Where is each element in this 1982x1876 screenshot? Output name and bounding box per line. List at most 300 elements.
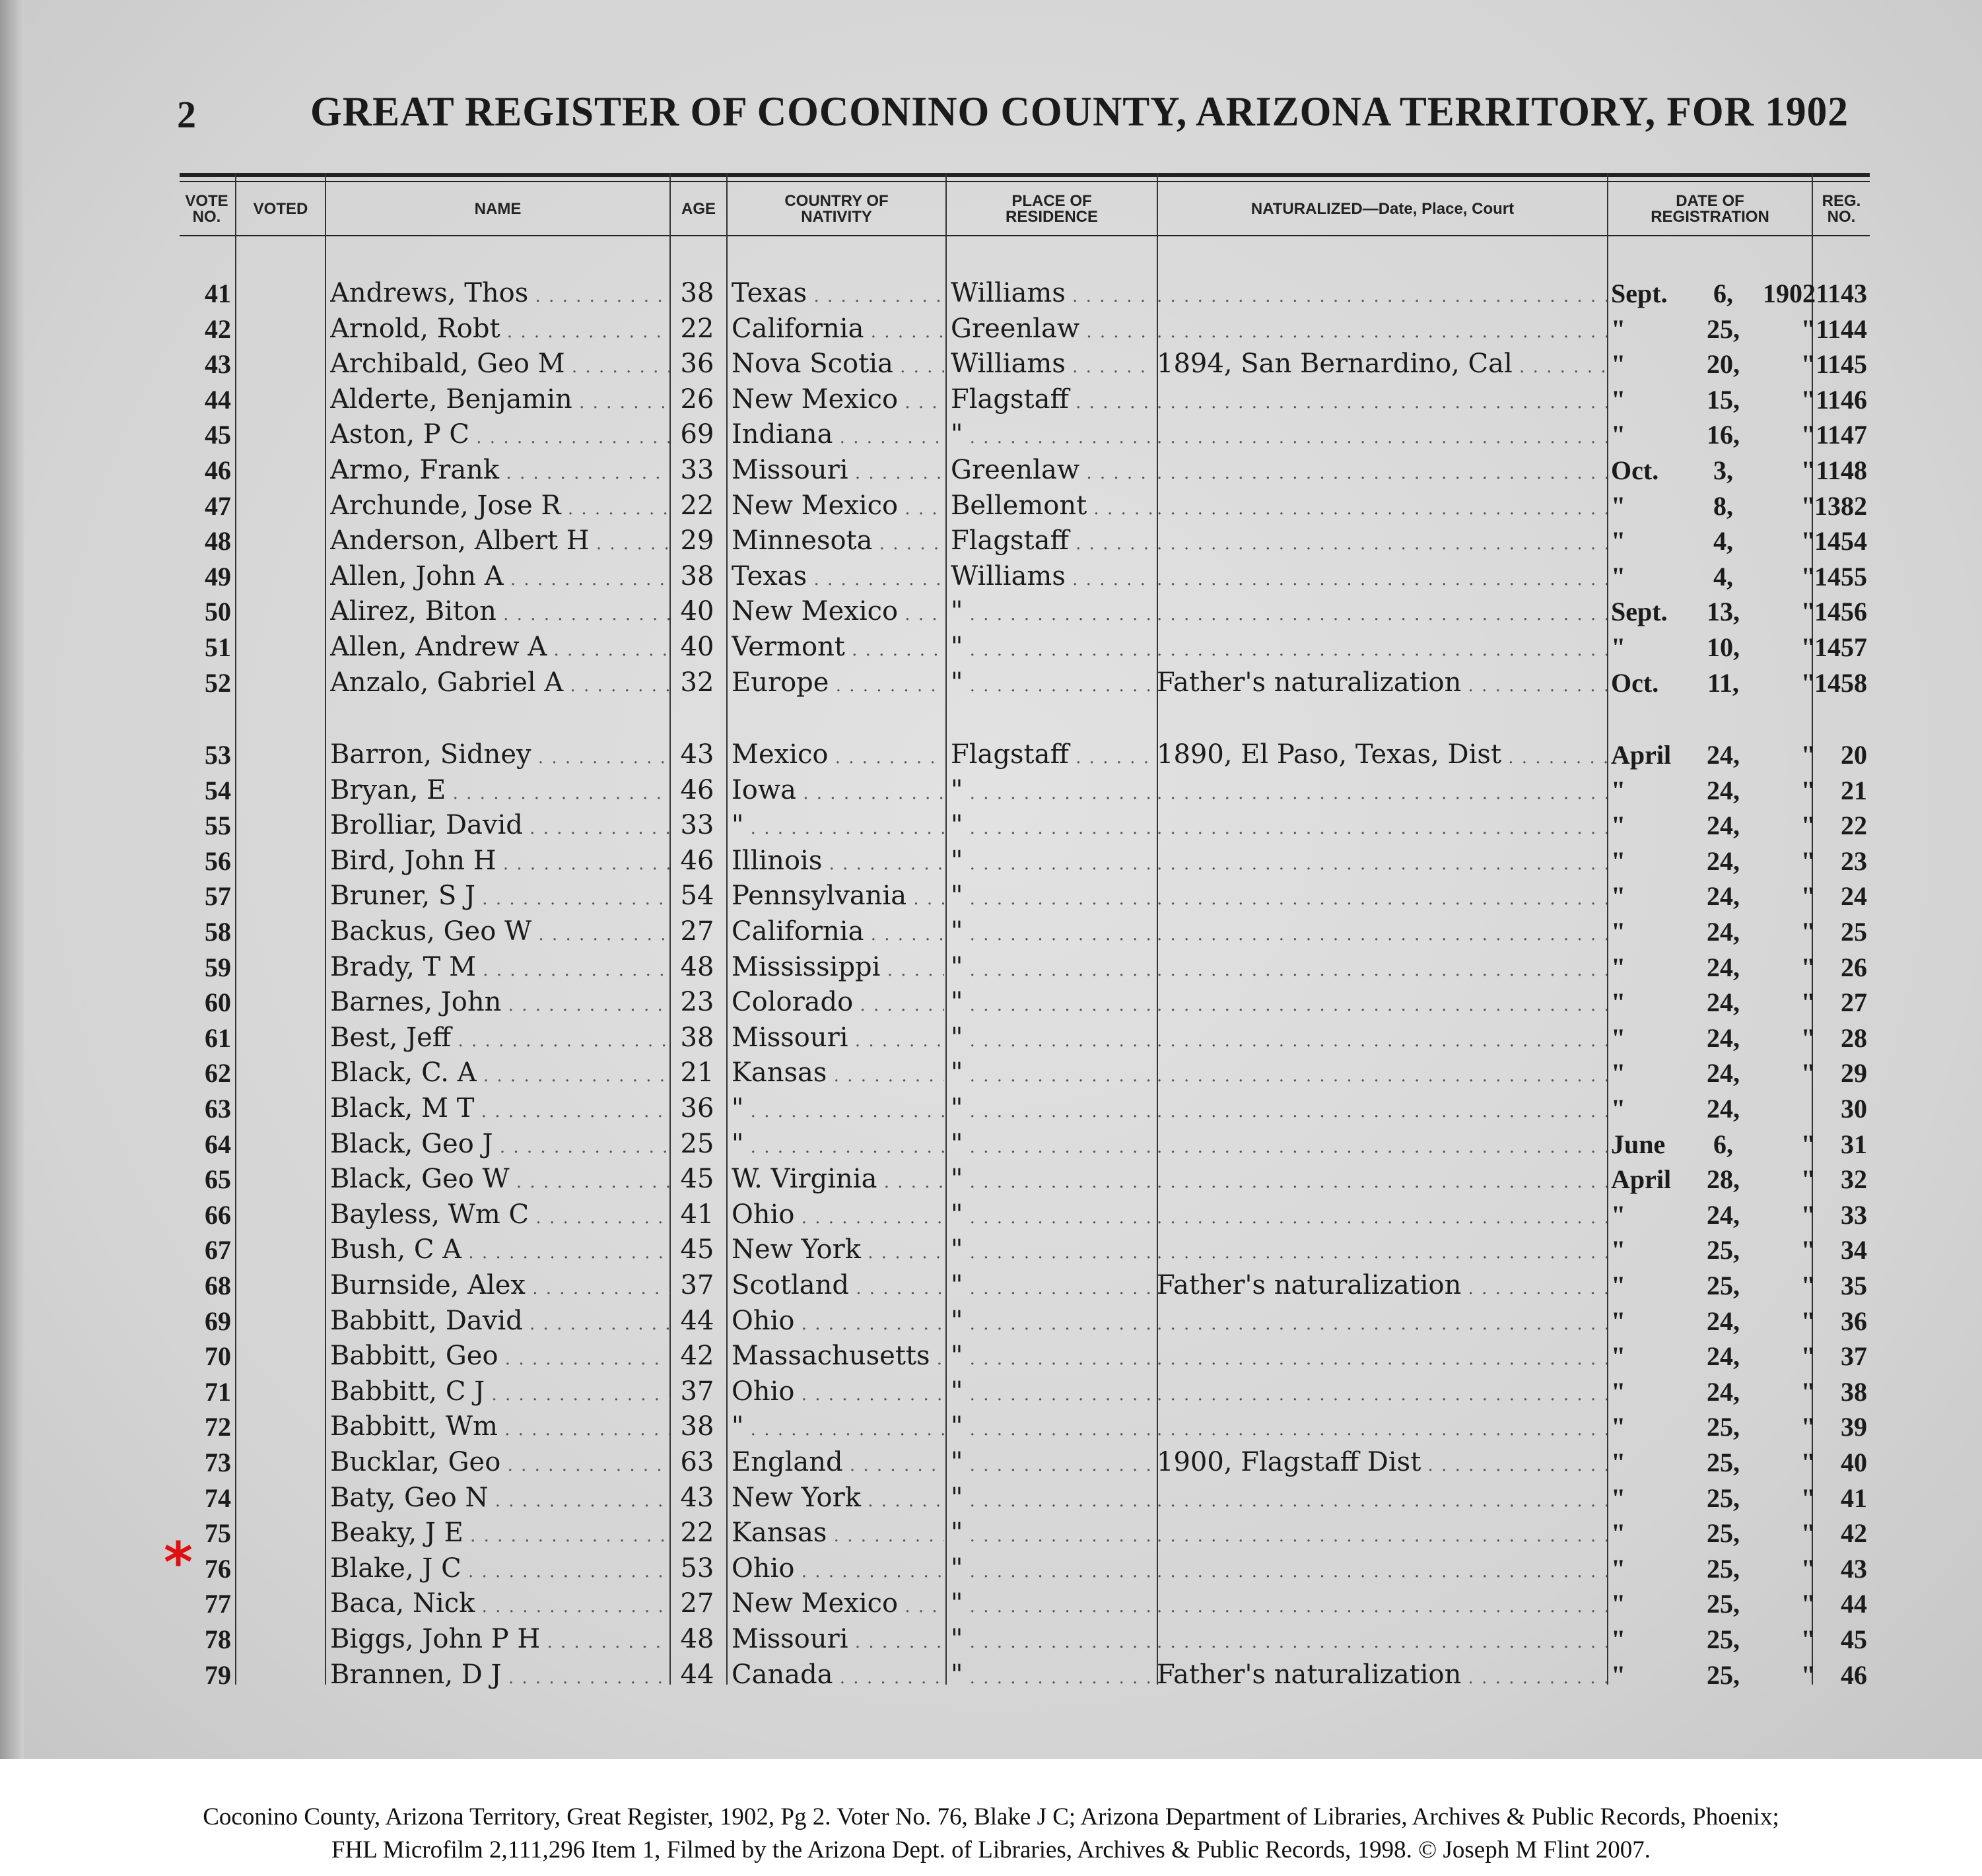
- country-of-nativity: Europe . . .: [732, 665, 944, 700]
- voter-age: 48: [680, 951, 714, 982]
- voter-name: Arnold, Robt . . .: [330, 312, 670, 347]
- reg-number: 38: [1841, 1376, 1867, 1407]
- vote-number: 62: [205, 1058, 231, 1089]
- voter-name: Babbitt, C J . . .: [330, 1374, 670, 1409]
- country-of-nativity: New Mexico . . .: [732, 382, 944, 417]
- reg-number: 1458: [1814, 667, 1867, 698]
- voter-age: 63: [680, 1447, 714, 1477]
- place-of-residence: " . . .: [951, 1162, 1155, 1197]
- reg-number: 23: [1841, 846, 1867, 876]
- voter-age: 23: [680, 987, 714, 1018]
- voted-mark: [236, 1162, 325, 1197]
- vote-number: 41: [205, 279, 231, 308]
- voter-age: 38: [680, 560, 714, 591]
- naturalized: [1157, 1339, 1607, 1374]
- table-row: [0, 453, 1982, 488]
- registration-day: 13,: [1707, 597, 1740, 627]
- registration-month: ": [1611, 1235, 1626, 1265]
- country-of-nativity: Minnesota . . .: [732, 523, 944, 558]
- reg-number: 22: [1841, 811, 1867, 841]
- registration-day: 24,: [1707, 1058, 1740, 1089]
- country-of-nativity: " . . .: [732, 1091, 944, 1126]
- registration-month: ": [1611, 1448, 1626, 1477]
- reg-number: 25: [1841, 917, 1867, 947]
- table-row: [0, 1232, 1982, 1267]
- place-of-residence: " . . .: [951, 1409, 1155, 1444]
- country-of-nativity: Scotland . . .: [732, 1268, 944, 1303]
- table-row: [0, 985, 1982, 1020]
- registration-day: 24,: [1707, 1094, 1740, 1123]
- place-of-residence: Bellemont . . .: [951, 488, 1155, 523]
- country-of-nativity: Canada . . .: [732, 1658, 944, 1692]
- reg-number: 1382: [1814, 490, 1867, 521]
- voted-mark: [236, 382, 325, 417]
- voter-name: Alirez, Biton . . .: [330, 594, 670, 629]
- registration-month: ": [1611, 1518, 1626, 1549]
- voter-name: Allen, John A . . .: [330, 559, 670, 594]
- vote-number: 44: [205, 384, 231, 415]
- voted-mark: [236, 594, 325, 629]
- voted-mark: [236, 347, 325, 382]
- registration-year: ": [1800, 1164, 1816, 1195]
- voted-mark: [236, 488, 325, 523]
- registration-year: ": [1800, 1058, 1816, 1089]
- reg-number: 32: [1841, 1164, 1867, 1195]
- naturalized: Father's naturalization . . .: [1157, 665, 1607, 700]
- voted-mark: [236, 312, 325, 347]
- place-of-residence: " . . .: [951, 417, 1155, 452]
- table-row: [0, 1374, 1982, 1409]
- naturalized: [1157, 879, 1607, 914]
- voter-age: 27: [680, 916, 714, 947]
- country-of-nativity: Massachusetts . . .: [732, 1339, 944, 1374]
- header-rule-top-thin: [180, 181, 1870, 182]
- place-of-residence: " . . .: [951, 914, 1155, 949]
- vote-number: 54: [205, 775, 231, 805]
- registration-month: ": [1611, 775, 1626, 805]
- voter-age: 37: [680, 1270, 714, 1300]
- registration-year: ": [1800, 1129, 1816, 1159]
- table-row: [0, 879, 1982, 914]
- vote-number: 59: [205, 952, 231, 982]
- table-row: [0, 914, 1982, 949]
- place-of-residence: " . . .: [951, 1197, 1155, 1232]
- country-of-nativity: Ohio . . .: [732, 1374, 944, 1409]
- registration-year: ": [1800, 597, 1816, 627]
- registration-month: Oct.: [1611, 455, 1659, 485]
- naturalized: [1157, 950, 1607, 985]
- registration-month: ": [1611, 1271, 1626, 1300]
- registration-year: ": [1800, 1625, 1816, 1654]
- reg-number: 1147: [1816, 420, 1867, 450]
- voted-mark: [236, 1658, 325, 1692]
- registration-day: 25,: [1707, 1518, 1740, 1549]
- table-row: [0, 594, 1982, 629]
- table-row: [0, 950, 1982, 985]
- col-head-name: NAME: [474, 200, 522, 218]
- place-of-residence: " . . .: [951, 808, 1155, 843]
- voter-name: Barron, Sidney . . .: [330, 737, 670, 772]
- registration-year: ": [1800, 740, 1816, 770]
- country-of-nativity: Ohio . . .: [732, 1551, 944, 1586]
- country-of-nativity: California . . .: [732, 312, 944, 347]
- table-row: [0, 417, 1982, 452]
- vote-number: 68: [205, 1271, 231, 1300]
- vote-number: 66: [205, 1199, 231, 1230]
- registration-year: ": [1800, 1659, 1816, 1690]
- place-of-residence: " . . .: [951, 665, 1155, 700]
- vote-number: 50: [205, 597, 231, 627]
- registration-day: 4,: [1713, 561, 1733, 591]
- place-of-residence: Flagstaff . . .: [951, 523, 1155, 558]
- reg-number: 1143: [1816, 279, 1867, 308]
- registration-month: ": [1611, 1589, 1626, 1619]
- voted-mark: [236, 1339, 325, 1374]
- table-row: [0, 488, 1982, 523]
- voted-mark: [236, 737, 325, 772]
- registration-year: ": [1800, 561, 1816, 591]
- place-of-residence: " . . .: [951, 630, 1155, 665]
- country-of-nativity: Missouri . . .: [732, 1021, 944, 1055]
- reg-number: 30: [1841, 1094, 1867, 1123]
- vote-number: 46: [205, 455, 231, 485]
- naturalized: [1157, 1055, 1607, 1090]
- voter-age: 43: [680, 1482, 714, 1513]
- voter-name: Babbitt, Geo . . .: [330, 1339, 670, 1374]
- voter-age: 33: [680, 810, 714, 841]
- registration-month: ": [1611, 561, 1626, 591]
- registration-day: 24,: [1707, 811, 1740, 841]
- country-of-nativity: New York . . .: [732, 1232, 944, 1267]
- col-head-residence: PLACE OF RESIDENCE: [1005, 192, 1099, 226]
- voter-age: 36: [680, 1093, 714, 1123]
- reg-number: 39: [1841, 1412, 1867, 1442]
- reg-number: 27: [1841, 988, 1867, 1018]
- registration-month: ": [1611, 846, 1626, 876]
- table-row: [0, 1127, 1982, 1162]
- place-of-residence: " . . .: [951, 844, 1155, 879]
- voted-mark: [236, 985, 325, 1020]
- header-rule-bottom: [180, 235, 1870, 236]
- registration-month: ": [1611, 1553, 1626, 1584]
- vote-number: 55: [205, 811, 231, 841]
- registration-day: 24,: [1707, 917, 1740, 947]
- voted-mark: [236, 1304, 325, 1339]
- place-of-residence: Greenlaw . . .: [951, 453, 1155, 488]
- country-of-nativity: Mississippi . . .: [732, 950, 944, 985]
- voter-age: 38: [680, 1411, 714, 1442]
- country-of-nativity: California . . .: [732, 914, 944, 949]
- table-row: [0, 1091, 1982, 1126]
- vote-number: 43: [205, 349, 231, 380]
- place-of-residence: Flagstaff . . .: [951, 737, 1155, 772]
- naturalized: [1157, 1304, 1607, 1339]
- naturalized: [1157, 382, 1607, 417]
- voter-age: 44: [680, 1305, 714, 1336]
- voter-age: 45: [680, 1164, 714, 1195]
- voter-age: 48: [680, 1624, 714, 1654]
- naturalized: [1157, 1127, 1607, 1162]
- country-of-nativity: Mexico . . .: [732, 737, 944, 772]
- place-of-residence: " . . .: [951, 1445, 1155, 1480]
- voter-name: Bird, John H . . .: [330, 844, 670, 879]
- voter-age: 21: [680, 1057, 714, 1089]
- registration-year: ": [1800, 1412, 1816, 1442]
- table-row: [0, 630, 1982, 665]
- voter-age: 46: [680, 774, 714, 805]
- table-row: [0, 1409, 1982, 1444]
- voter-name: Brady, T M . . .: [330, 950, 670, 985]
- place-of-residence: Flagstaff . . .: [951, 382, 1155, 417]
- registration-day: 28,: [1707, 1164, 1740, 1195]
- reg-number: 24: [1841, 881, 1867, 912]
- voter-age: 46: [680, 845, 714, 876]
- table-row: [0, 1516, 1982, 1551]
- place-of-residence: Greenlaw . . .: [951, 312, 1155, 347]
- registration-month: ": [1611, 420, 1626, 450]
- country-of-nativity: New York . . .: [732, 1481, 944, 1516]
- country-of-nativity: New Mexico . . .: [732, 594, 944, 629]
- registration-day: 24,: [1707, 1341, 1740, 1372]
- voter-age: 69: [680, 419, 714, 450]
- table-row: [0, 844, 1982, 879]
- naturalized: [1157, 1091, 1607, 1126]
- voter-name: Bryan, E . . .: [330, 773, 670, 808]
- vote-number: 51: [205, 632, 231, 662]
- vote-number: 67: [205, 1235, 231, 1265]
- registration-year: ": [1800, 1306, 1816, 1336]
- naturalized: 1890, El Paso, Texas, Dist . . .: [1157, 737, 1607, 772]
- registration-day: 25,: [1707, 314, 1740, 344]
- voter-name: Black, Geo W . . .: [330, 1162, 670, 1197]
- registration-month: ": [1611, 632, 1626, 662]
- voted-mark: [236, 1409, 325, 1444]
- country-of-nativity: Missouri . . .: [732, 1622, 944, 1657]
- country-of-nativity: Kansas . . .: [732, 1516, 944, 1551]
- registration-month: April: [1611, 1164, 1672, 1195]
- vote-number: 52: [205, 667, 231, 698]
- vote-number: 58: [205, 917, 231, 947]
- place-of-residence: " . . .: [951, 1622, 1155, 1657]
- citation-line-1: Coconino County, Arizona Territory, Great Register, 1902, Pg 2. Voter No. 76, Blake J C; Arizona Department of Libraries, Archives & Public Records, Phoenix;: [203, 1803, 1779, 1830]
- voted-mark: [236, 1232, 325, 1267]
- voted-mark: [236, 1055, 325, 1090]
- place-of-residence: " . . .: [951, 1658, 1155, 1692]
- voted-mark: [236, 1268, 325, 1303]
- country-of-nativity: Ohio . . .: [732, 1197, 944, 1232]
- col-head-naturalized: NATURALIZED—Date, Place, Court: [1250, 200, 1515, 218]
- reg-number: 37: [1841, 1341, 1867, 1372]
- registration-month: ": [1611, 314, 1626, 344]
- voted-mark: [236, 1445, 325, 1480]
- place-of-residence: " . . .: [951, 1127, 1155, 1162]
- naturalized: [1157, 1409, 1607, 1444]
- voted-mark: [236, 417, 325, 452]
- reg-number: 41: [1841, 1483, 1867, 1513]
- registration-day: 25,: [1707, 1412, 1740, 1442]
- registration-day: 25,: [1707, 1483, 1740, 1513]
- voter-name: Black, Geo J . . .: [330, 1127, 670, 1162]
- registration-month: Oct.: [1611, 667, 1659, 698]
- voter-age: 22: [680, 1518, 714, 1549]
- naturalized: [1157, 1162, 1607, 1197]
- registration-day: 24,: [1707, 1022, 1740, 1053]
- registration-year: ": [1800, 1341, 1816, 1372]
- registration-year: ": [1800, 1235, 1816, 1265]
- voted-mark: [236, 808, 325, 843]
- col-head-country: COUNTRY OF NATIVITY: [784, 192, 889, 226]
- naturalized: [1157, 844, 1607, 879]
- table-row: [0, 737, 1982, 772]
- voted-mark: [236, 1586, 325, 1621]
- reg-number: 29: [1841, 1058, 1867, 1089]
- reg-number: 1148: [1816, 455, 1867, 485]
- registration-month: ": [1611, 1659, 1626, 1690]
- registration-year: ": [1800, 1518, 1816, 1549]
- reg-number: 35: [1841, 1271, 1867, 1300]
- naturalized: [1157, 1021, 1607, 1055]
- country-of-nativity: Ohio . . .: [732, 1304, 944, 1339]
- naturalized: [1157, 808, 1607, 843]
- reg-number: 43: [1841, 1553, 1867, 1584]
- registration-day: 25,: [1707, 1235, 1740, 1265]
- registration-year: [1743, 1091, 1816, 1126]
- reg-number: 36: [1841, 1306, 1867, 1336]
- place-of-residence: " . . .: [951, 1516, 1155, 1551]
- voter-age: 45: [680, 1234, 714, 1265]
- voter-name: Baty, Geo N . . .: [330, 1481, 670, 1516]
- table-row: [0, 1055, 1982, 1090]
- voter-name: Bush, C A . . .: [330, 1232, 670, 1267]
- voted-mark: [236, 1374, 325, 1409]
- place-of-residence: " . . .: [951, 1374, 1155, 1409]
- vote-number: 71: [205, 1376, 231, 1407]
- col-head-date-registration: DATE OF REGISTRATION: [1651, 192, 1769, 226]
- voter-age: 41: [680, 1199, 714, 1230]
- country-of-nativity: Texas . . .: [732, 276, 944, 311]
- reg-number: 26: [1841, 952, 1867, 982]
- registration-month: ": [1611, 349, 1626, 380]
- voter-name: Black, C. A . . .: [330, 1055, 670, 1090]
- registration-year: ": [1800, 1589, 1816, 1619]
- vote-number: 76: [205, 1553, 231, 1584]
- registration-day: 25,: [1707, 1589, 1740, 1619]
- table-row: [0, 523, 1982, 558]
- registration-day: 24,: [1707, 740, 1740, 770]
- country-of-nativity: Nova Scotia . . .: [732, 347, 944, 382]
- registration-year: ": [1800, 314, 1816, 344]
- voter-age: 40: [680, 632, 714, 662]
- place-of-residence: " . . .: [951, 950, 1155, 985]
- registration-day: 20,: [1707, 349, 1740, 380]
- registration-day: 8,: [1713, 490, 1733, 521]
- registration-day: 16,: [1707, 420, 1740, 450]
- voter-age: 22: [680, 490, 714, 521]
- registration-month: ": [1611, 526, 1626, 556]
- vote-number: 47: [205, 490, 231, 521]
- registration-year: 1902: [1763, 279, 1816, 308]
- registration-day: 25,: [1707, 1271, 1740, 1300]
- voted-mark: [236, 1197, 325, 1232]
- country-of-nativity: Illinois . . .: [732, 844, 944, 879]
- vote-number: 56: [205, 846, 231, 876]
- reg-number: 20: [1841, 740, 1867, 770]
- country-of-nativity: Kansas . . .: [732, 1055, 944, 1090]
- registration-month: ": [1611, 1341, 1626, 1372]
- page-number: 2: [177, 93, 196, 136]
- naturalized: [1157, 1551, 1607, 1586]
- naturalized: [1157, 1374, 1607, 1409]
- voter-name: Andrews, Thos . . .: [330, 276, 670, 311]
- registration-day: 11,: [1707, 667, 1739, 698]
- voter-name: Aston, P C . . .: [330, 417, 670, 452]
- place-of-residence: " . . .: [951, 594, 1155, 629]
- place-of-residence: " . . .: [951, 1551, 1155, 1586]
- voter-name: Archibald, Geo M . . .: [330, 347, 670, 382]
- table-row: [0, 1197, 1982, 1232]
- naturalized: [1157, 1622, 1607, 1657]
- naturalized: [1157, 276, 1607, 311]
- col-head-vote-no: VOTE NO.: [185, 192, 228, 226]
- table-row: [0, 1586, 1982, 1621]
- col-head-reg-no: REG. NO.: [1822, 192, 1861, 226]
- voter-name: Archunde, Jose R . . .: [330, 488, 670, 523]
- country-of-nativity: " . . .: [732, 1127, 944, 1162]
- registration-year: ": [1800, 952, 1816, 982]
- voter-age: 38: [680, 1022, 714, 1053]
- registration-day: 24,: [1707, 1199, 1740, 1230]
- voter-name: Bruner, S J . . .: [330, 879, 670, 914]
- voter-name: Brannen, D J . . .: [330, 1658, 670, 1692]
- voter-age: 53: [680, 1553, 714, 1584]
- country-of-nativity: New Mexico . . .: [732, 488, 944, 523]
- registration-day: 25,: [1707, 1625, 1740, 1654]
- registration-year: ": [1800, 846, 1816, 876]
- voted-mark: [236, 453, 325, 488]
- naturalized: Father's naturalization . . .: [1157, 1268, 1607, 1303]
- voter-name: Biggs, John P H . . .: [330, 1622, 670, 1657]
- reg-number: 44: [1841, 1589, 1867, 1619]
- registration-day: 24,: [1707, 1306, 1740, 1336]
- naturalized: [1157, 1232, 1607, 1267]
- vote-number: 64: [205, 1129, 231, 1159]
- registration-year: ": [1800, 917, 1816, 947]
- naturalized: [1157, 1481, 1607, 1516]
- voter-name: Bayless, Wm C . . .: [330, 1197, 670, 1232]
- country-of-nativity: Indiana . . .: [732, 417, 944, 452]
- voter-age: 32: [680, 667, 714, 698]
- naturalized: [1157, 417, 1607, 452]
- registration-day: 24,: [1707, 988, 1740, 1018]
- country-of-nativity: Iowa . . .: [732, 773, 944, 808]
- registration-month: ": [1611, 917, 1626, 947]
- country-of-nativity: W. Virginia . . .: [732, 1162, 944, 1197]
- voter-age: 36: [680, 349, 714, 380]
- registration-year: ": [1800, 1022, 1816, 1053]
- country-of-nativity: Missouri . . .: [732, 453, 944, 488]
- registration-day: 25,: [1707, 1553, 1740, 1584]
- voter-name: Bucklar, Geo . . .: [330, 1445, 670, 1480]
- reg-number: 1457: [1814, 632, 1867, 662]
- reg-number: 28: [1841, 1022, 1867, 1053]
- vote-number: 77: [205, 1589, 231, 1619]
- table-row: [0, 1162, 1982, 1197]
- voter-name: Backus, Geo W . . .: [330, 914, 670, 949]
- voter-name: Brolliar, David . . .: [330, 808, 670, 843]
- voted-mark: [236, 665, 325, 700]
- place-of-residence: " . . .: [951, 773, 1155, 808]
- voter-age: 27: [680, 1588, 714, 1619]
